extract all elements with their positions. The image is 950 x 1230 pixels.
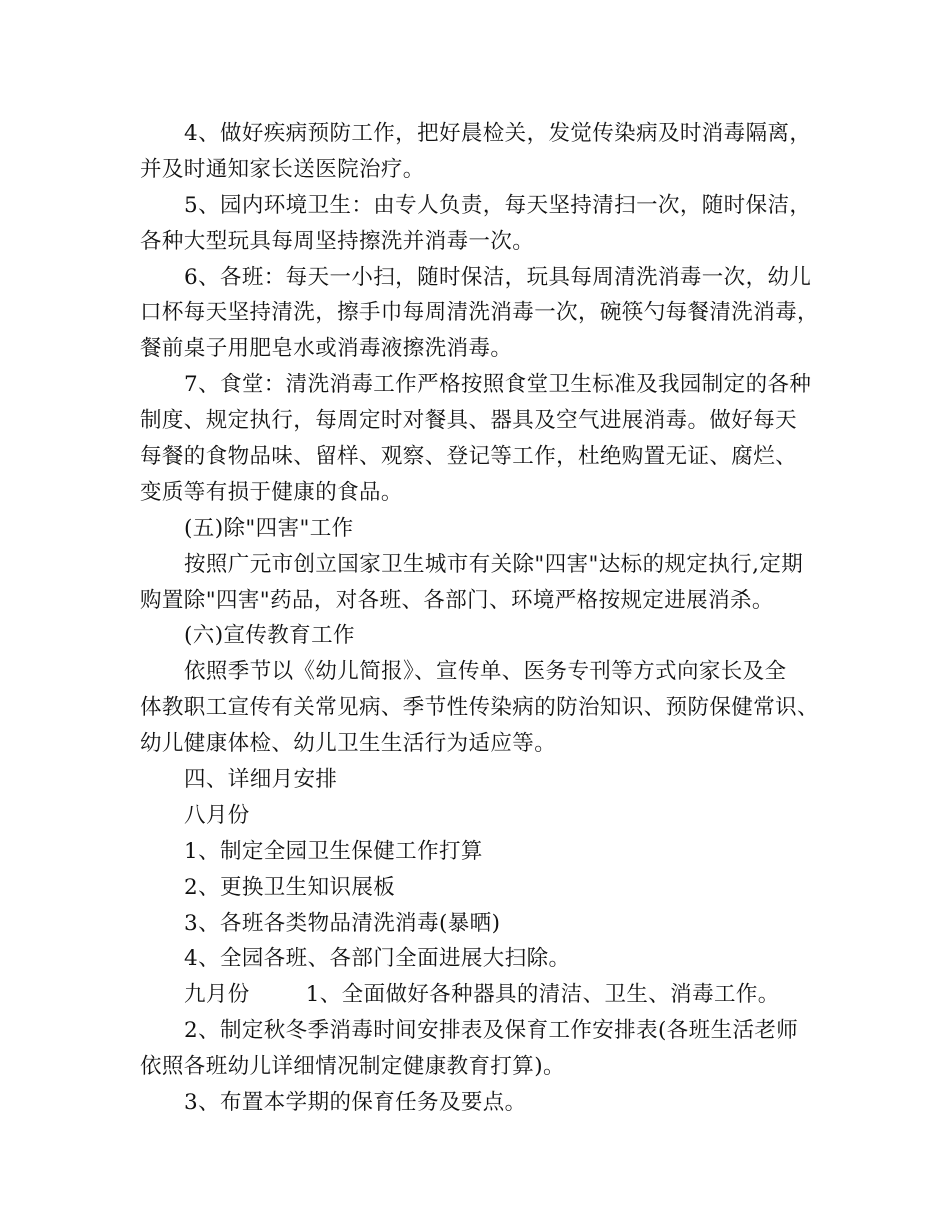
paragraph-line-10: 每餐的食物品味、留样、观察、登记等工作，杜绝购置无证、腐烂、	[140, 444, 798, 470]
paragraph-line-8: 7、食堂：清洗消毒工作严格按照食堂卫生标准及我园制定的各种	[184, 372, 812, 398]
paragraph-line-1: 4、做好疾病预防工作，把好晨检关，发觉传染病及时消毒隔离，	[184, 121, 812, 146]
paragraph-line-18: 幼儿健康体检、幼儿卫生生活行为适应等。	[140, 731, 557, 757]
paragraph-line-16: 依照季节以《幼儿简报》、宣传单、医务专刊等方式向家长及全	[184, 659, 787, 685]
paragraph-line-17: 体教职工宣传有关常见病、季节性传染病的防治知识、预防保健常识、	[140, 695, 819, 721]
paragraph-line-15: (六)宣传教育工作	[184, 623, 355, 649]
paragraph-line-13: 按照广元市创立国家卫生城市有关除"四害"达标的规定执行,定期	[184, 551, 804, 577]
paragraph-line-11: 变质等有损于健康的食品。	[140, 479, 403, 505]
month-heading-september: 九月份	[184, 982, 250, 1008]
document-body-tail	[140, 1013, 830, 1121]
paragraph-line-7: 餐前桌子用肥皂水或消毒液擦洗消毒。	[140, 336, 513, 362]
document-page	[140, 116, 830, 1121]
paragraph-line-20: 八月份	[184, 802, 250, 828]
paragraph-line-21: 1、制定全园卫生保健工作打算	[184, 838, 483, 864]
paragraph-line-23: 3、各班各类物品清洗消毒(暴晒)	[184, 910, 501, 936]
paragraph-line-tail-3: 3、布置本学期的保育任务及要点。	[184, 1090, 527, 1116]
september-item-1: 1、全面做好各种器具的清洁、卫生、消毒工作。	[305, 982, 780, 1008]
paragraph-line-9: 制度、规定执行，每周定时对餐具、器具及空气进展消毒。做好每天	[140, 408, 798, 434]
paragraph-line-12: (五)除"四害"工作	[184, 515, 354, 541]
paragraph-line-24: 4、全园各班、各部门全面进展大扫除。	[184, 946, 571, 972]
paragraph-line-3: 5、园内环境卫生：由专人负责，每天坚持清扫一次，随时保洁，	[184, 192, 812, 218]
paragraph-line-14: 购置除"四害"药品，对各班、各部门、环境严格按规定进展消杀。	[140, 587, 774, 613]
document-body	[140, 116, 830, 977]
paragraph-line-september	[140, 977, 830, 1013]
paragraph-line-2: 并及时通知家长送医院治疗。	[140, 156, 425, 182]
paragraph-line-tail-1: 2、制定秋冬季消毒时间安排表及保育工作安排表(各班生活老师	[184, 1018, 799, 1044]
paragraph-line-4: 各种大型玩具每周坚持擦洗并消毒一次。	[140, 228, 535, 254]
paragraph-line-5: 6、各班：每天一小扫，随时保洁，玩具每周清洗消毒一次，幼儿	[184, 264, 812, 290]
paragraph-line-6: 口杯每天坚持清洗，擦手巾每周清洗消毒一次，碗筷勺每餐清洗消毒，	[140, 300, 819, 326]
paragraph-line-tail-2: 依照各班幼儿详细情况制定健康教育打算)。	[140, 1054, 565, 1080]
paragraph-line-19: 四、详细月安排	[184, 767, 338, 793]
paragraph-line-22: 2、更换卫生知识展板	[184, 874, 396, 900]
